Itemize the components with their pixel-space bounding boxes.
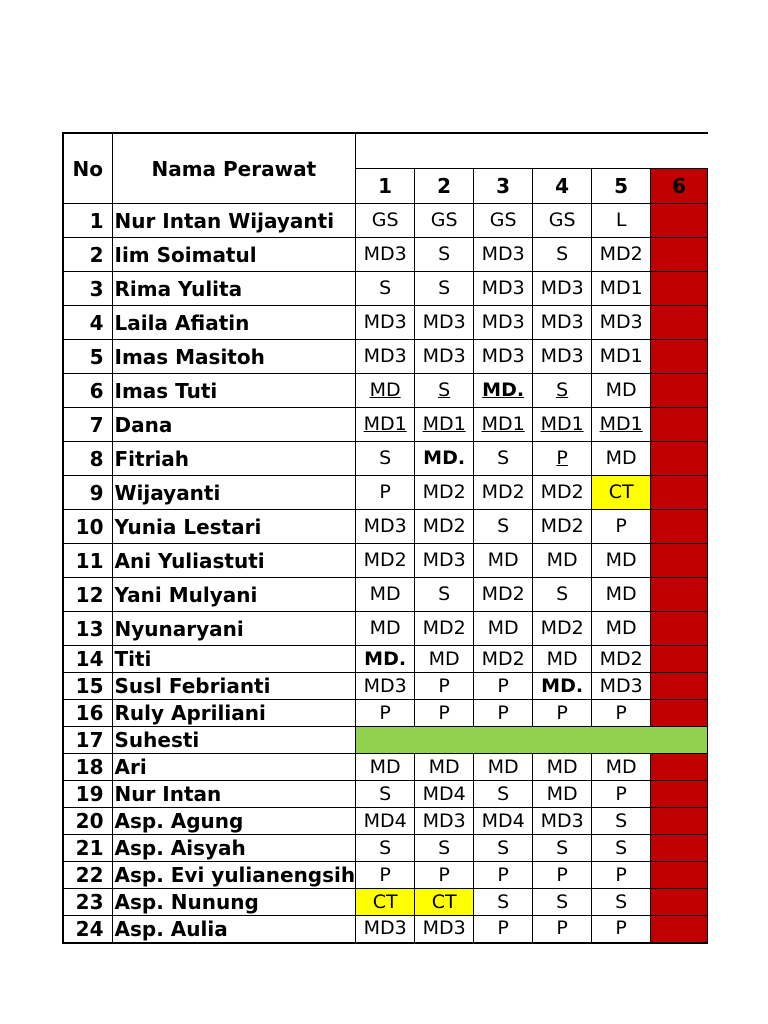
- shift-cell: MD2: [415, 510, 474, 544]
- shift-cell: MD1: [592, 408, 651, 442]
- table-row: [63, 476, 708, 510]
- shift-cell: S: [474, 835, 533, 862]
- shift-cell: MD: [474, 544, 533, 578]
- row-number: 23: [63, 889, 112, 916]
- shift-cell: S: [474, 510, 533, 544]
- shift-cell: S: [474, 781, 533, 808]
- shift-cell: S: [356, 442, 415, 476]
- shift-cell: P: [474, 673, 533, 700]
- header-row-top: [63, 133, 708, 169]
- shift-cell: MD: [474, 612, 533, 646]
- shift-cell: MD2: [356, 544, 415, 578]
- shift-cell: P: [533, 442, 592, 476]
- nurse-name: Susl Febrianti: [112, 673, 356, 700]
- shift-cell: MD2: [415, 476, 474, 510]
- shift-cell: MD3: [356, 916, 415, 943]
- table-row: [63, 544, 708, 578]
- shift-cell: MD3: [474, 306, 533, 340]
- shift-cell: MD3: [474, 238, 533, 272]
- shift-cell: P: [592, 862, 651, 889]
- shift-cell: MD1: [356, 408, 415, 442]
- shift-cell: MD2: [415, 612, 474, 646]
- shift-cell: MD: [533, 754, 592, 781]
- nurse-name: Asp. Aulia: [112, 916, 356, 943]
- shift-cell: S: [474, 889, 533, 916]
- shift-cell: GS: [533, 204, 592, 238]
- shift-cell: MD1: [533, 408, 592, 442]
- shift-cell: MD3: [415, 340, 474, 374]
- shift-cell: MD.: [474, 374, 533, 408]
- row-number: 18: [63, 754, 112, 781]
- holiday-cell: L: [651, 835, 708, 862]
- holiday-cell: L: [651, 408, 708, 442]
- shift-cell: MD: [592, 544, 651, 578]
- shift-cell: MD.: [356, 646, 415, 673]
- shift-cell: CT: [356, 889, 415, 916]
- shift-cell: MD: [592, 442, 651, 476]
- nurse-name: Imas Masitoh: [112, 340, 356, 374]
- table-row: [63, 700, 708, 727]
- table-row: [63, 306, 708, 340]
- shift-cell: S: [415, 238, 474, 272]
- table-row: [63, 754, 708, 781]
- shift-cell: S: [474, 442, 533, 476]
- nurse-name: Yani Mulyani: [112, 578, 356, 612]
- row-number: 5: [63, 340, 112, 374]
- shift-cell: MD3: [474, 340, 533, 374]
- shift-cell: MD2: [474, 646, 533, 673]
- shift-cell: MD: [533, 781, 592, 808]
- holiday-cell: L: [651, 510, 708, 544]
- holiday-cell: L: [651, 238, 708, 272]
- table-row: [63, 408, 708, 442]
- holiday-cell: L: [651, 754, 708, 781]
- shift-cell: P: [356, 700, 415, 727]
- shift-cell: MD2: [592, 646, 651, 673]
- table-row: [63, 889, 708, 916]
- shift-cell: GS: [356, 204, 415, 238]
- shift-cell: MD: [356, 374, 415, 408]
- day-header: 1: [356, 169, 415, 204]
- shift-cell: P: [533, 700, 592, 727]
- shift-cell: L: [592, 204, 651, 238]
- row-number: 2: [63, 238, 112, 272]
- row-number: 9: [63, 476, 112, 510]
- shift-cell: MD2: [592, 238, 651, 272]
- shift-cell: MD: [415, 646, 474, 673]
- shift-cell: P: [474, 916, 533, 943]
- nurse-name: Fitriah: [112, 442, 356, 476]
- row-number: 22: [63, 862, 112, 889]
- holiday-cell: L: [651, 808, 708, 835]
- holiday-cell: L: [651, 442, 708, 476]
- shift-cell: MD: [592, 754, 651, 781]
- shift-cell: MD: [356, 612, 415, 646]
- shift-cell: GS: [474, 204, 533, 238]
- shift-cell: S: [356, 272, 415, 306]
- shift-cell: MD3: [356, 340, 415, 374]
- shift-cell: MD3: [533, 808, 592, 835]
- table-row: [63, 374, 708, 408]
- table-row: [63, 808, 708, 835]
- holiday-cell: L: [651, 204, 708, 238]
- shift-cell: P: [592, 916, 651, 943]
- shift-cell: MD: [533, 544, 592, 578]
- shift-cell: P: [415, 700, 474, 727]
- shift-cell: S: [356, 835, 415, 862]
- shift-cell: P: [592, 700, 651, 727]
- holiday-cell: L: [651, 578, 708, 612]
- shift-cell: P: [592, 781, 651, 808]
- holiday-cell: L: [651, 272, 708, 306]
- shift-cell: MD2: [474, 476, 533, 510]
- shift-cell: S: [533, 578, 592, 612]
- shift-cell: MD1: [592, 272, 651, 306]
- shift-cell: MD3: [415, 916, 474, 943]
- day-header: 3: [474, 169, 533, 204]
- shift-cell: MD4: [356, 808, 415, 835]
- shift-cell: MD3: [356, 306, 415, 340]
- shift-cell: MD.: [415, 442, 474, 476]
- day-header: 4: [533, 169, 592, 204]
- shift-cell: MD3: [533, 272, 592, 306]
- shift-cell: P: [474, 700, 533, 727]
- nurse-name: Nur Intan: [112, 781, 356, 808]
- shift-cell: CT: [592, 476, 651, 510]
- table-row: [63, 442, 708, 476]
- holiday-cell: L: [651, 646, 708, 673]
- shift-cell: S: [533, 238, 592, 272]
- shift-cell: MD: [533, 646, 592, 673]
- holiday-cell: L: [651, 700, 708, 727]
- shift-cell: P: [356, 862, 415, 889]
- shift-cell: MD1: [592, 340, 651, 374]
- shift-cell: MD2: [533, 476, 592, 510]
- shift-cell: MD: [592, 612, 651, 646]
- shift-cell: P: [592, 510, 651, 544]
- shift-cell: P: [533, 916, 592, 943]
- shift-cell: MD1: [415, 408, 474, 442]
- shift-cell: S: [415, 835, 474, 862]
- table-row: [63, 340, 708, 374]
- nurse-name: Wijayanti: [112, 476, 356, 510]
- table-row: [63, 238, 708, 272]
- nurse-name: Nyunaryani: [112, 612, 356, 646]
- table-row: [63, 673, 708, 700]
- shift-cell: MD.: [533, 673, 592, 700]
- shift-cell: MD3: [474, 272, 533, 306]
- shift-cell: MD4: [474, 808, 533, 835]
- nurse-name: Titi: [112, 646, 356, 673]
- shift-cell: S: [415, 374, 474, 408]
- shift-cell: S: [356, 781, 415, 808]
- nurse-name: Asp. Evi yulianengsih: [112, 862, 356, 889]
- shift-cell: MD2: [474, 578, 533, 612]
- date-header-blank: [356, 133, 708, 169]
- day-header: 2: [415, 169, 474, 204]
- shift-cell: MD: [592, 374, 651, 408]
- shift-cell: S: [533, 374, 592, 408]
- table-row: [63, 204, 708, 238]
- shift-cell: MD: [474, 754, 533, 781]
- shift-cell: CT: [415, 889, 474, 916]
- table-row: [63, 916, 708, 943]
- table-row: [63, 510, 708, 544]
- row-number: 3: [63, 272, 112, 306]
- shift-cell: P: [415, 673, 474, 700]
- shift-cell: MD3: [533, 306, 592, 340]
- shift-cell: MD: [356, 578, 415, 612]
- table-row: [63, 862, 708, 889]
- shift-cell: P: [415, 862, 474, 889]
- nurse-name: Nur Intan Wijayanti: [112, 204, 356, 238]
- shift-cell: MD1: [474, 408, 533, 442]
- shift-cell: S: [592, 808, 651, 835]
- shift-cell: MD: [356, 754, 415, 781]
- shift-cell: S: [415, 272, 474, 306]
- nurse-name: Dana: [112, 408, 356, 442]
- row-number: 7: [63, 408, 112, 442]
- row-number: 6: [63, 374, 112, 408]
- shift-cell: MD3: [415, 306, 474, 340]
- shift-cell: MD2: [533, 510, 592, 544]
- shift-cell: MD3: [415, 544, 474, 578]
- row-number: 14: [63, 646, 112, 673]
- nurse-name: Imas Tuti: [112, 374, 356, 408]
- row-number: 20: [63, 808, 112, 835]
- table-row: [63, 272, 708, 306]
- nurse-name: Suhesti: [112, 727, 356, 754]
- shift-cell: S: [533, 835, 592, 862]
- holiday-cell: L: [651, 781, 708, 808]
- row-number: 10: [63, 510, 112, 544]
- nurse-name: Ari: [112, 754, 356, 781]
- shift-cell: P: [533, 862, 592, 889]
- shift-cell: GS: [415, 204, 474, 238]
- shift-cell: MD2: [533, 612, 592, 646]
- day-header-holiday: 6: [651, 169, 708, 204]
- row-number: 8: [63, 442, 112, 476]
- holiday-cell: L: [651, 889, 708, 916]
- shift-cell: MD3: [415, 808, 474, 835]
- row-number: 21: [63, 835, 112, 862]
- row-number: 17: [63, 727, 112, 754]
- nurse-name: Iim Soimatul: [112, 238, 356, 272]
- shift-cell: S: [592, 889, 651, 916]
- row-number: 19: [63, 781, 112, 808]
- table-row: [63, 578, 708, 612]
- row-number: 13: [63, 612, 112, 646]
- holiday-cell: L: [651, 340, 708, 374]
- shift-cell: MD3: [533, 340, 592, 374]
- shift-cell: MD: [592, 578, 651, 612]
- day-header: 5: [592, 169, 651, 204]
- table-row: [63, 612, 708, 646]
- holiday-cell: L: [651, 544, 708, 578]
- schedule-table: [62, 132, 708, 944]
- shift-cell: P: [356, 476, 415, 510]
- nurse-name: Ruly Apriliani: [112, 700, 356, 727]
- holiday-cell: L: [651, 916, 708, 943]
- shift-cell: S: [592, 835, 651, 862]
- row-number: 11: [63, 544, 112, 578]
- table-row: [63, 646, 708, 673]
- shift-cell: S: [533, 889, 592, 916]
- nurse-name: Laila Afiatin: [112, 306, 356, 340]
- holiday-cell: L: [651, 612, 708, 646]
- holiday-cell: L: [651, 306, 708, 340]
- table-row: [63, 835, 708, 862]
- holiday-cell: L: [651, 476, 708, 510]
- row-number: 1: [63, 204, 112, 238]
- holiday-cell: L: [651, 374, 708, 408]
- shift-cell: P: [474, 862, 533, 889]
- table-row: [63, 727, 708, 754]
- shift-cell: MD3: [356, 673, 415, 700]
- leave-bar: [356, 727, 708, 754]
- row-number: 4: [63, 306, 112, 340]
- nurse-name: Asp. Aisyah: [112, 835, 356, 862]
- shift-cell: MD3: [592, 673, 651, 700]
- shift-cell: MD3: [356, 238, 415, 272]
- shift-cell: S: [415, 578, 474, 612]
- nurse-name: Yunia Lestari: [112, 510, 356, 544]
- row-number: 16: [63, 700, 112, 727]
- holiday-cell: L: [651, 862, 708, 889]
- nurse-name: Asp. Nunung: [112, 889, 356, 916]
- shift-cell: MD3: [592, 306, 651, 340]
- nurse-name: Rima Yulita: [112, 272, 356, 306]
- table-row: [63, 781, 708, 808]
- shift-cell: MD4: [415, 781, 474, 808]
- shift-cell: MD3: [356, 510, 415, 544]
- nurse-name: Ani Yuliastuti: [112, 544, 356, 578]
- name-header: Nama Perawat: [112, 133, 356, 204]
- row-number: 24: [63, 916, 112, 943]
- shift-cell: MD: [415, 754, 474, 781]
- nurse-name: Asp. Agung: [112, 808, 356, 835]
- no-header: No: [63, 133, 112, 204]
- row-number: 12: [63, 578, 112, 612]
- holiday-cell: L: [651, 673, 708, 700]
- row-number: 15: [63, 673, 112, 700]
